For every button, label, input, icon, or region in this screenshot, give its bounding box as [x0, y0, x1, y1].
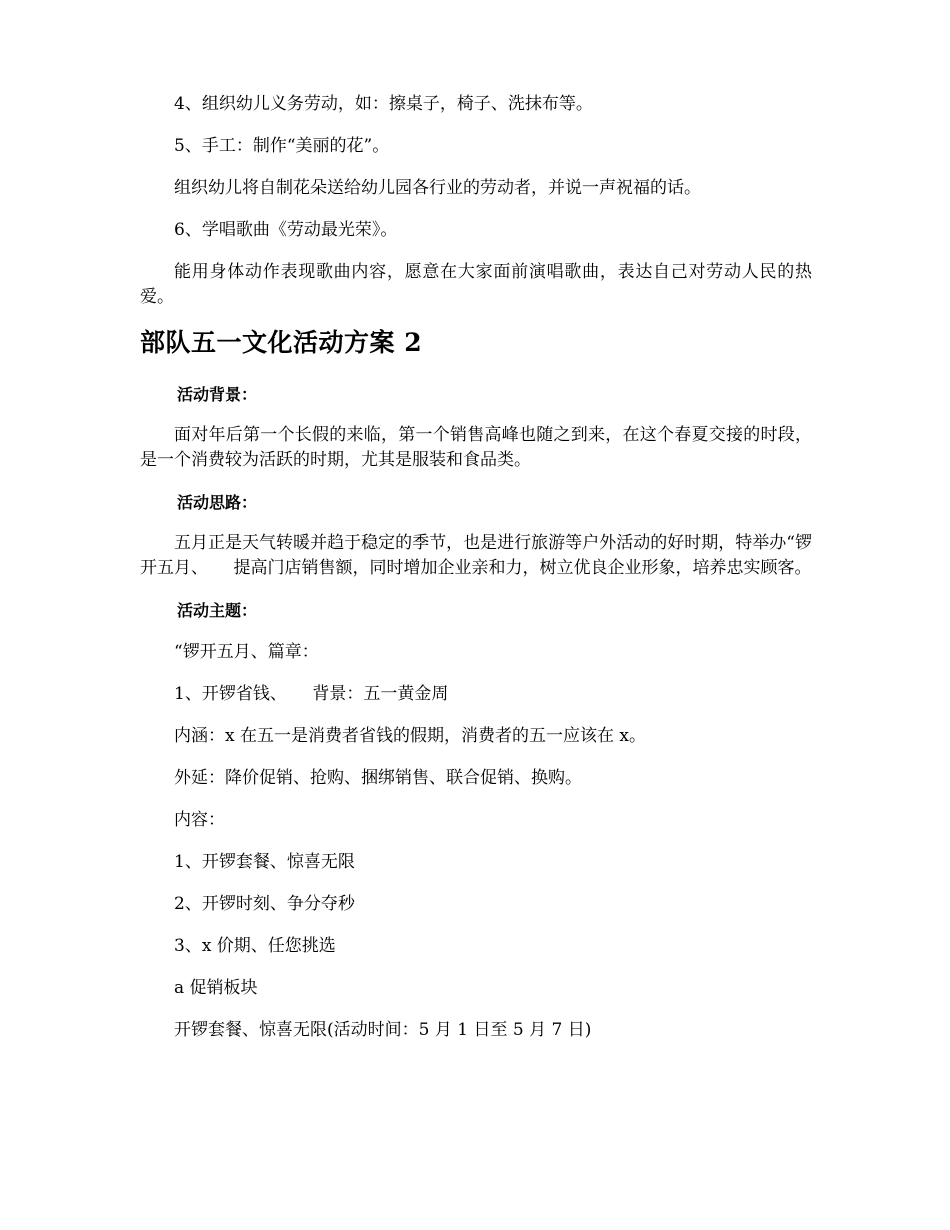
paragraph: 2、开锣时刻、争分夺秒	[174, 894, 355, 914]
paragraph: 组织幼儿将自制花朵送给幼儿园各行业的劳动者，并说一声祝福的话。	[174, 178, 701, 198]
paragraph: 5、手工：制作“美丽的花”。	[174, 136, 390, 156]
paragraph: 开锣套餐、惊喜无限(活动时间：5 月 1 日至 5 月 7 日)	[174, 1020, 592, 1040]
section-heading: 活动思路：	[177, 493, 258, 512]
paragraph: 3、x 价期、任您挑选	[174, 936, 336, 956]
paragraph: 能用身体动作表现歌曲内容，愿意在大家面前演唱歌曲，表达自己对劳动人民的热爱。	[140, 262, 812, 307]
paragraph: 内涵：x 在五一是消费者省钱的假期，消费者的五一应该在 x。	[174, 726, 646, 746]
paragraph: 内容：	[174, 810, 225, 830]
section-heading: 活动主题：	[177, 601, 258, 620]
paragraph: 外延：降价促销、抢购、捆绑销售、联合促销、换购。	[174, 768, 582, 788]
paragraph: 6、学唱歌曲《劳动最光荣》。	[174, 220, 398, 240]
paragraph: 1、开锣套餐、惊喜无限	[174, 852, 355, 872]
paragraph: a 促销板块	[174, 978, 258, 998]
section-heading: 活动背景：	[177, 385, 258, 404]
paragraph: 五月正是天气转暖并趋于稳定的季节，也是进行旅游等户外活动的好时期，特举办“锣开五月、 提高门店销售额，同时增加企业亲和力，树立优良企业形象，培养忠实顾客。	[140, 533, 812, 578]
paragraph: 面对年后第一个长假的来临，第一个销售高峰也随之到来，在这个春夏交接的时段，是一个消费较为活跃的时期，尤其是服装和食品类。	[140, 425, 812, 470]
paragraph: “锣开五月、篇章：	[174, 642, 319, 662]
paragraph: 1、开锣省钱、 背景：五一黄金周	[174, 684, 449, 704]
document-page	[140, 92, 812, 1043]
section-title: 部队五一文化活动方案 2	[140, 328, 423, 357]
paragraph: 4、组织幼儿义务劳动，如：擦桌子，椅子、洗抹布等。	[174, 94, 593, 114]
